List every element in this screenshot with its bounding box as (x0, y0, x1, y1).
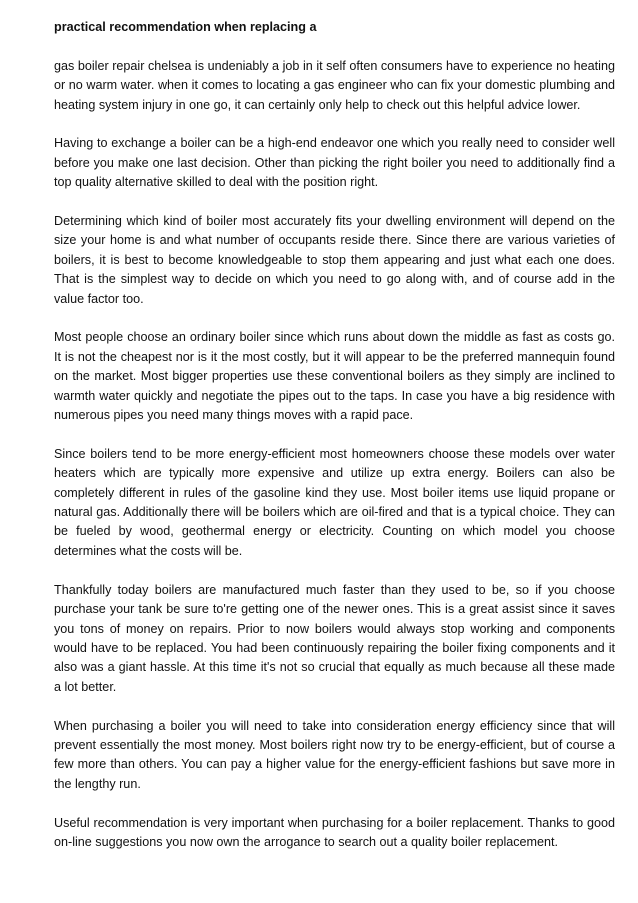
document-title: practical recommendation when replacing a (54, 20, 317, 34)
paragraph: When purchasing a boiler you will need to take into consideration energy efficiency since that will prevent essentially the most money. Most boilers right now try to be energy-efficient, but of course a few more than others. You can pay a higher value for the energy-efficient fashions but save more in the lengthy run. (54, 718, 615, 791)
paragraph: Thankfully today boilers are manufactured much faster than they used to be, so if you choose purchase your tank be sure to're getting one of the newer ones. This is a great assist since it saves you tons of money on repairs. Prior to now boilers would always stop working and components would have to be replaced. You had been continuously repairing the boiler fixing components and it also was a giant hassle. At this time it's not so crucial that equally as much because all these made a lot better. (54, 582, 615, 694)
paragraph: Most people choose an ordinary boiler since which runs about down the middle as fast as costs go. It is not the cheapest nor is it the most costly, but it will appear to be the preferred mannequin found on the market. Most bigger properties use these conventional boilers as they simply are inclined to warmth water quickly and negotiate the pipes out to the taps. In case you have a big residence with numerous pipes you need many things moves with a rapid pace. (54, 330, 615, 423)
paragraph: Having to exchange a boiler can be a high-end endeavor one which you really need to consider well before you make one last decision. Other than picking the right boiler you need to additionally find a top quality alternative skilled to deal with the position right. (54, 136, 615, 190)
paragraph: Determining which kind of boiler most accurately fits your dwelling environment will depend on the size your home is and what number of occupants reside there. Since there are various varieties of boilers, it is best to become knowledgeable to stop them appearing and just what each one does. That is the simplest way to decide on which you need to go along with, and of course add in the value factor too. (54, 214, 615, 306)
paragraph: Useful recommendation is very important when purchasing for a boiler replacement. Thanks to good on-line suggestions you now own the arrogance to search out a quality boiler replacement. (54, 815, 615, 849)
paragraph: gas boiler repair chelsea is undeniably a job in it self often consumers have to experience no heating or no warm water. when it comes to locating a gas engineer who can fix your domestic plumbing and heating system injury in one go, it can certainly only help to check out this helpful advice lower. (54, 58, 615, 112)
paragraph: Since boilers tend to be more energy-efficient most homeowners choose these models over water heaters which are typically more expensive and utilize up extra energy. Boilers can also be completely different in rules of the gasoline kind they use. Most boiler items use liquid propane or natural gas. Additionally there will be boilers which are oil-fired and that is a typical choice. They can be fueled by wood, geothermal energy or electricity. Counting on which model you choose determines what the costs will be. (54, 446, 615, 558)
document-page (54, 18, 615, 872)
